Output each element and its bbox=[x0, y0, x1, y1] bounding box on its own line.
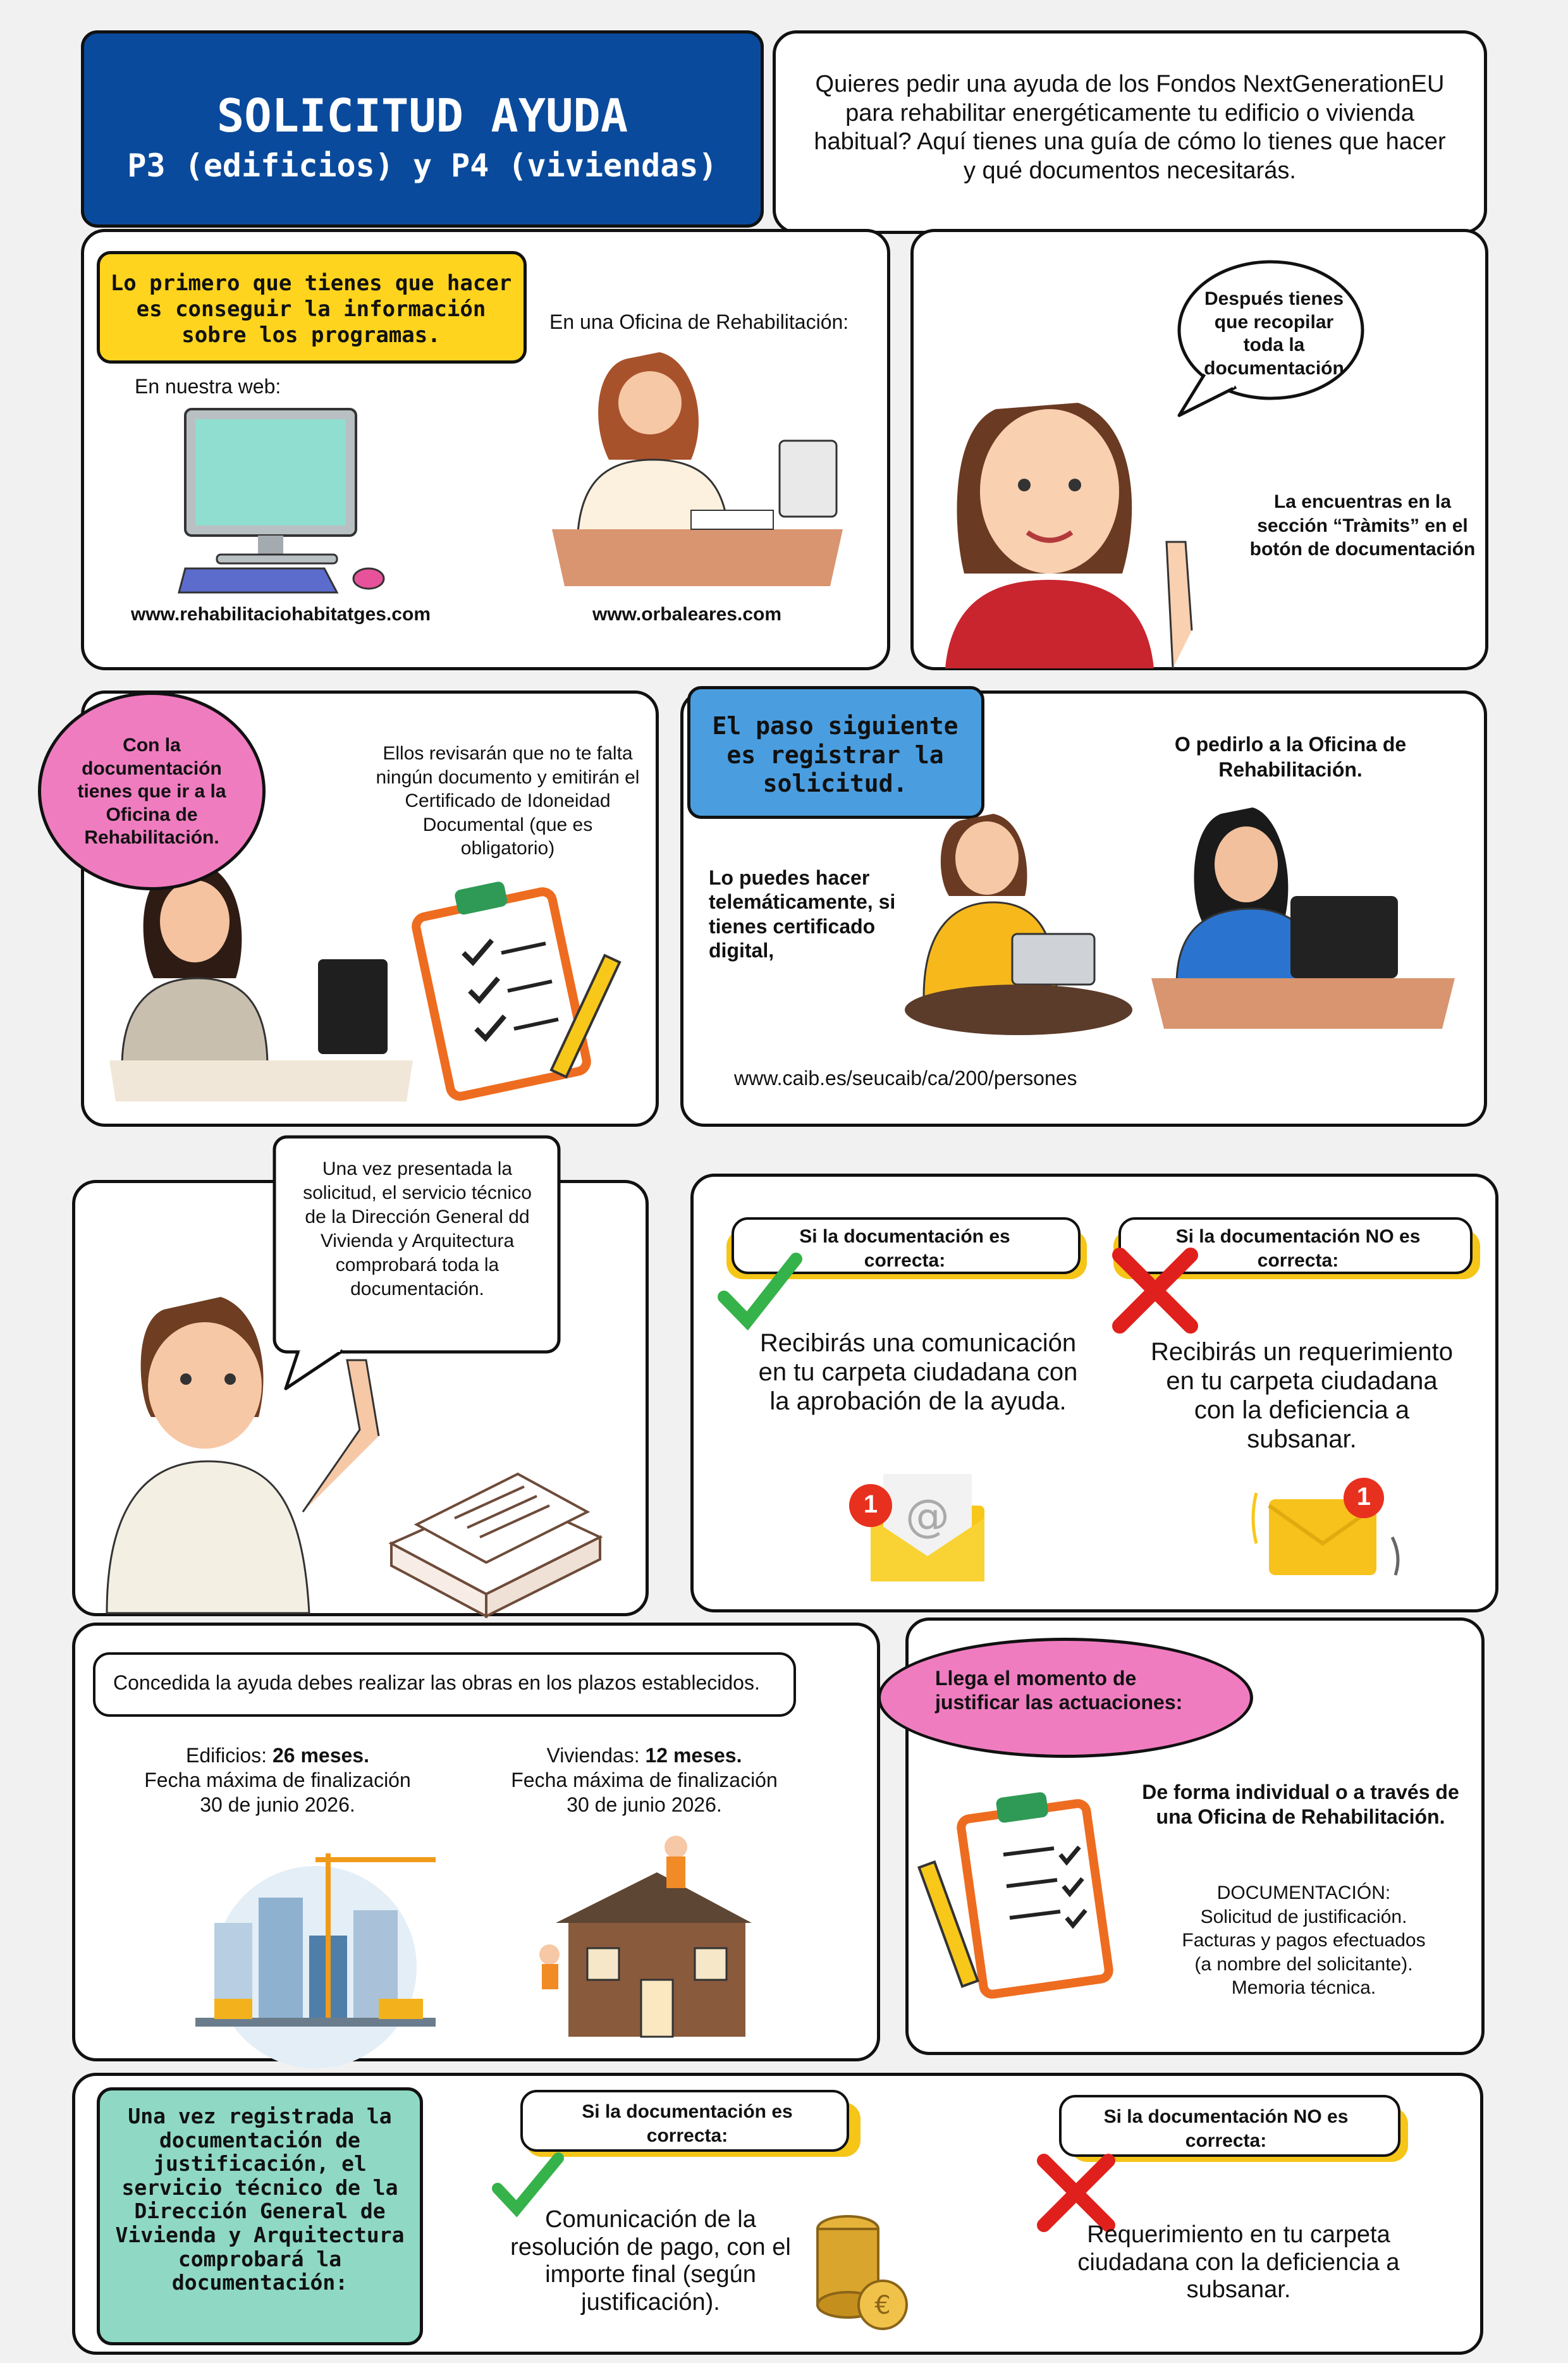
construction-city-illustration bbox=[189, 1841, 442, 2043]
justify-clipboard-icon bbox=[946, 1791, 1130, 1994]
final-ok-title: Si la documentación es correcta: bbox=[582, 2101, 793, 2146]
office-label: En una Oficina de Rehabilitación: bbox=[549, 310, 849, 333]
documents-location-text: La encuentras en la sección “Tràmits” en el botón de documentación bbox=[1249, 491, 1476, 560]
register-office-text: O pedirlo a la Oficina de Rehabilitación. bbox=[1174, 733, 1407, 781]
ko-text: Recibirás un requerimiento en tu carpeta ciudadana con la deficiencia a subsanar. bbox=[1150, 1338, 1453, 1453]
email-notification-icon bbox=[845, 1461, 991, 1588]
page-title: SOLICITUD AYUDA bbox=[216, 89, 628, 142]
buildings-block bbox=[113, 1743, 442, 1817]
clipboard-checklist-icon bbox=[426, 883, 615, 1092]
buildings-deadline-label: Fecha máxima de finalización bbox=[144, 1769, 411, 1792]
justify-doc-1: Solicitud de justificación. bbox=[1200, 1906, 1407, 1927]
woman-laptop-illustration bbox=[1151, 801, 1455, 1041]
final-callout-text: Una vez registrada la documentación de justificación, el servicio técnico de la Dirección General de Vivienda y Arquitectura comprobará la documentación: bbox=[115, 2104, 405, 2295]
homes-deadline: 30 de junio 2026. bbox=[567, 1793, 722, 1817]
buildings-value: 26 meses. bbox=[272, 1744, 369, 1767]
review-bubble bbox=[38, 692, 266, 890]
final-ok-text: Comunicación de la resolución de pago, con el importe final (según justificación). bbox=[510, 2206, 791, 2316]
woman-pointing-illustration bbox=[926, 365, 1230, 668]
check-icon bbox=[719, 1253, 801, 1329]
web-url[interactable]: www.rehabilitaciohabitatges.com bbox=[131, 604, 431, 625]
final-check-icon bbox=[493, 2152, 562, 2215]
result-panel bbox=[690, 1174, 1498, 1612]
girl-laptop-illustration bbox=[898, 807, 1145, 1035]
notification-badge-left: 1 bbox=[863, 1490, 878, 1518]
intro-panel bbox=[773, 30, 1487, 234]
info-callout bbox=[97, 251, 527, 364]
justify-docs-title: DOCUMENTACIÓN: bbox=[1216, 1882, 1391, 1903]
justify-doc-4: Memoria técnica. bbox=[1231, 1977, 1376, 1998]
web-label: En nuestra web: bbox=[135, 375, 281, 398]
review-bubble-text: Con la documentación tienes que ir a la Oficina de Rehabilitación. bbox=[77, 735, 226, 849]
register-callout-text: El paso siguiente es registrar la solicitud. bbox=[712, 712, 959, 798]
final-callout bbox=[97, 2087, 423, 2345]
ok-title: Si la documentación es correcta: bbox=[799, 1226, 1010, 1271]
review-text: Ellos revisarán que no te falta ningún documento y emitirán el Certificado de Idoneidad Documental (que es obligatorio) bbox=[376, 743, 640, 859]
register-panel bbox=[680, 690, 1487, 1127]
office-url[interactable]: www.orbaleares.com bbox=[592, 604, 782, 625]
svg-text:€: € bbox=[874, 2291, 891, 2320]
final-ko-title: Si la documentación NO es correcta: bbox=[1103, 2106, 1349, 2151]
buildings-label: Edificios: bbox=[186, 1744, 273, 1767]
title-banner bbox=[81, 30, 764, 228]
homes-label: Viviendas: bbox=[546, 1744, 646, 1767]
check-bubble-text: Una vez presentada la solicitud, el servicio técnico de la Dirección General dd Vivienda y Arquitectura comprobará toda la documentación. bbox=[303, 1158, 532, 1300]
register-callout bbox=[687, 686, 984, 819]
final-ko-text: Requerimiento en tu carpeta ciudadana con la deficiencia a subsanar. bbox=[1077, 2221, 1400, 2304]
works-callout bbox=[93, 1652, 796, 1717]
justify-doc-2: Facturas y pagos efectuados bbox=[1182, 1930, 1426, 1951]
info-panel bbox=[81, 229, 890, 670]
register-online-text: Lo puedes hacer telemáticamente, si tienes certificado digital, bbox=[709, 866, 896, 962]
justify-bubble bbox=[878, 1638, 1253, 1758]
paper-stack-icon bbox=[379, 1449, 613, 1607]
svg-text:@: @ bbox=[905, 1490, 950, 1542]
works-panel bbox=[72, 1623, 880, 2061]
mail-alert-icon bbox=[1250, 1468, 1402, 1588]
notification-badge-right: 1 bbox=[1356, 1483, 1371, 1511]
justify-docs bbox=[1142, 1881, 1465, 2000]
homes-deadline-label: Fecha máxima de finalización bbox=[511, 1769, 778, 1792]
works-callout-text: Concedida la ayuda debes realizar las obras en los plazos establecidos. bbox=[113, 1671, 760, 1694]
final-ok-tab bbox=[520, 2090, 849, 2152]
justify-how: De forma individual o a través de una Oficina de Rehabilitación. bbox=[1142, 1781, 1459, 1829]
homes-block bbox=[480, 1743, 809, 1817]
register-url[interactable]: www.caib.es/seucaib/ca/200/persones bbox=[734, 1067, 1077, 1089]
info-callout-text: Lo primero que tienes que hacer es conseguir la información sobre los programas. bbox=[110, 271, 512, 348]
ko-title: Si la documentación NO es correcta: bbox=[1175, 1226, 1421, 1271]
homes-value: 12 meses. bbox=[645, 1744, 742, 1767]
justify-doc-3: (a nombre del solicitante). bbox=[1194, 1953, 1413, 1975]
justify-bubble-text: Llega el momento de justificar las actuaciones: bbox=[935, 1667, 1183, 1714]
buildings-deadline: 30 de junio 2026. bbox=[200, 1793, 355, 1817]
computer-icon bbox=[179, 409, 388, 592]
coins-icon bbox=[810, 2204, 911, 2336]
house-workers-illustration bbox=[530, 1828, 777, 2043]
page-subtitle: P3 (edificios) y P4 (viviendas) bbox=[127, 147, 718, 184]
final-ko-tab bbox=[1059, 2095, 1400, 2157]
intro-text: Quieres pedir una ayuda de los Fondos NextGenerationEU para rehabilitar energéticamente tu edificio o vivienda habitual? Aquí tienes una guía de cómo lo tienes que hacer y qué documentos necesitarás. bbox=[814, 71, 1446, 184]
final-panel bbox=[72, 2073, 1483, 2355]
woman-phone-illustration bbox=[539, 340, 843, 592]
cross-icon bbox=[1111, 1246, 1199, 1335]
documents-bubble-text: Después tienes que recopilar toda la documentación bbox=[1204, 288, 1344, 379]
ok-text: Recibirás una comunicación en tu carpeta ciudadana con la aprobación de la ayuda. bbox=[758, 1329, 1078, 1415]
documents-panel bbox=[910, 229, 1488, 670]
